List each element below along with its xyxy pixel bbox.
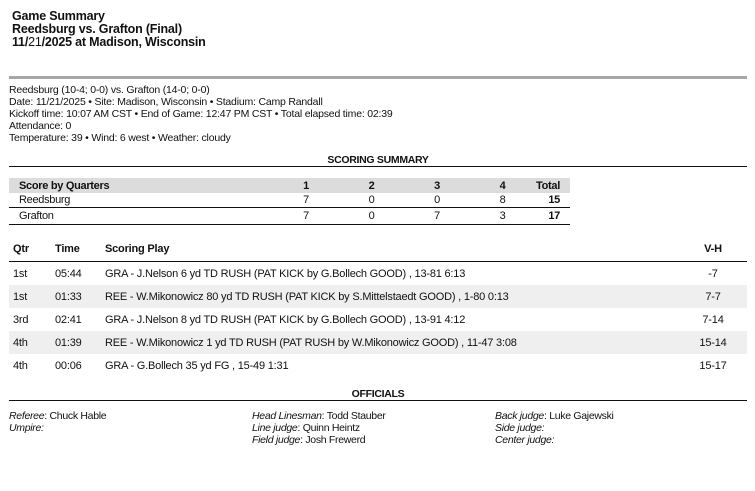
date-day: 21 <box>28 35 42 49</box>
quarters-row-home <box>9 208 570 225</box>
play-description: REE - W.Mikonowicz 1 yd TD RUSH (PAT RUSH by W.Mikonowicz GOOD) , 11-47 3:08 <box>101 331 679 354</box>
quarters-header-q4: 4 <box>450 178 515 193</box>
play-row <box>9 262 747 286</box>
score-by-quarters-table <box>9 178 570 225</box>
q2-score: 0 <box>319 208 384 225</box>
total-score: 15 <box>515 193 570 208</box>
officials-column-2 <box>252 410 386 446</box>
official-center-judge: Center judge: <box>495 434 555 446</box>
q2-score: 0 <box>319 193 384 208</box>
q4-score: 3 <box>450 208 515 225</box>
play-qtr: 4th <box>13 359 28 372</box>
header-divider <box>9 76 747 79</box>
header-time: Time <box>51 237 101 262</box>
team-name: Reedsburg <box>9 193 227 208</box>
weather: Temperature: 39 • Wind: 6 west • Weather: cloudy <box>9 132 231 144</box>
official-name: Josh Frewerd <box>305 434 366 446</box>
play-qtr: 1st <box>9 285 51 308</box>
header-vh: V-H <box>679 237 747 262</box>
official-role: Line judge <box>252 422 298 434</box>
q1-score: 7 <box>227 193 319 208</box>
play-description: GRA - G.Bollech 35 yd FG , 15-49 1:31 <box>105 359 289 372</box>
quarters-header-row <box>9 178 570 193</box>
quarters-header-q2: 2 <box>319 178 384 193</box>
play-score: 7-14 <box>702 313 724 326</box>
attendance: Attendance: 0 <box>9 120 72 132</box>
official-name: Luke Gajewski <box>549 410 614 422</box>
q4-score: 8 <box>450 193 515 208</box>
total-score: 17 <box>515 208 570 225</box>
official-role: Center judge <box>495 434 552 446</box>
play-time: 01:39 <box>51 331 101 354</box>
play-score: 7-7 <box>679 285 747 308</box>
teams-records: Reedsburg (10-4; 0-0) vs. Grafton (14-0; 0-0) <box>9 84 210 96</box>
play-row <box>9 354 747 377</box>
official-side-judge: Side judge: <box>495 422 545 434</box>
header-scoring-play: Scoring Play <box>101 237 679 262</box>
official-name: Todd Stauber <box>326 410 386 422</box>
game-info <box>9 84 393 144</box>
official-umpire: Umpire: <box>9 422 44 434</box>
header-qtr: Qtr <box>9 237 51 262</box>
official-name: Quinn Heintz <box>302 422 360 434</box>
play-row <box>9 308 747 331</box>
scoring-summary-title: SCORING SUMMARY <box>327 154 429 166</box>
officials-column-1 <box>9 410 106 434</box>
matchup-title: Reedsburg vs. Grafton (Final) <box>12 22 182 36</box>
play-description: GRA - J.Nelson 6 yd TD RUSH (PAT KICK by G.Bollech GOOD) , 13-81 6:13 <box>105 267 466 280</box>
report-title: Game Summary <box>12 9 105 23</box>
official-role: Field judge <box>252 434 301 446</box>
play-score: 15-17 <box>699 359 727 372</box>
date-prefix: 11/ <box>12 35 29 49</box>
play-qtr: 4th <box>9 331 51 354</box>
official-name: Chuck Hable <box>49 410 107 422</box>
officials-column-3 <box>495 410 614 446</box>
q3-score: 0 <box>384 193 449 208</box>
play-score: -7 <box>708 267 718 280</box>
quarters-header-q1: 1 <box>227 178 319 193</box>
game-date-location <box>12 36 206 49</box>
quarters-header-label: Score by Quarters <box>9 178 227 193</box>
official-role: Head Linesman <box>252 410 322 422</box>
q1-score: 7 <box>227 208 319 225</box>
game-times: Kickoff time: 10:07 AM CST • End of Game: 12:47 PM CST • Total elapsed time: 02:39 <box>9 108 393 120</box>
team-name: Grafton <box>9 208 227 225</box>
date-suffix: /2025 at Madison, Wisconsin <box>41 35 206 49</box>
play-time: 00:06 <box>55 359 82 372</box>
play-time: 02:41 <box>55 313 82 326</box>
play-qtr: 1st <box>13 267 28 280</box>
play-description: GRA - J.Nelson 8 yd TD RUSH (PAT KICK by G.Bollech GOOD) , 13-91 4:12 <box>105 313 466 326</box>
official-role: Side judge <box>495 422 542 434</box>
play-time: 01:33 <box>51 285 101 308</box>
officials-title: OFFICIALS <box>351 388 405 400</box>
scoring-summary-rule <box>9 166 747 167</box>
officials-rule <box>9 400 747 401</box>
play-qtr: 3rd <box>13 313 29 326</box>
play-row <box>9 331 747 354</box>
official-back-judge: Back judge: Luke Gajewski <box>495 410 614 422</box>
official-referee: Referee: Chuck Hable <box>9 410 107 422</box>
quarters-row-visitor <box>9 193 570 208</box>
play-row <box>9 285 747 308</box>
official-line-judge: Line judge: Quinn Heintz <box>252 422 360 434</box>
plays-header-row <box>9 237 747 262</box>
official-field-judge: Field judge: Josh Frewerd <box>252 434 366 446</box>
q3-score: 7 <box>384 208 449 225</box>
play-score: 15-14 <box>679 331 747 354</box>
scoring-plays-table <box>9 237 747 377</box>
official-role: Back judge <box>495 410 544 422</box>
quarters-header-q3: 3 <box>384 178 449 193</box>
report-header <box>12 10 206 49</box>
official-role: Referee <box>9 410 45 422</box>
official-head-linesman: Head Linesman: Todd Stauber <box>252 410 386 422</box>
quarters-header-total: Total <box>515 178 570 193</box>
play-description: REE - W.Mikonowicz 80 yd TD RUSH (PAT KICK by S.Mittelstaedt GOOD) , 1-80 0:13 <box>101 285 679 308</box>
date-site: Date: 11/21/2025 • Site: Madison, Wisconsin • Stadium: Camp Randall <box>9 96 323 108</box>
play-time: 05:44 <box>55 267 82 280</box>
official-role: Umpire <box>9 422 42 434</box>
